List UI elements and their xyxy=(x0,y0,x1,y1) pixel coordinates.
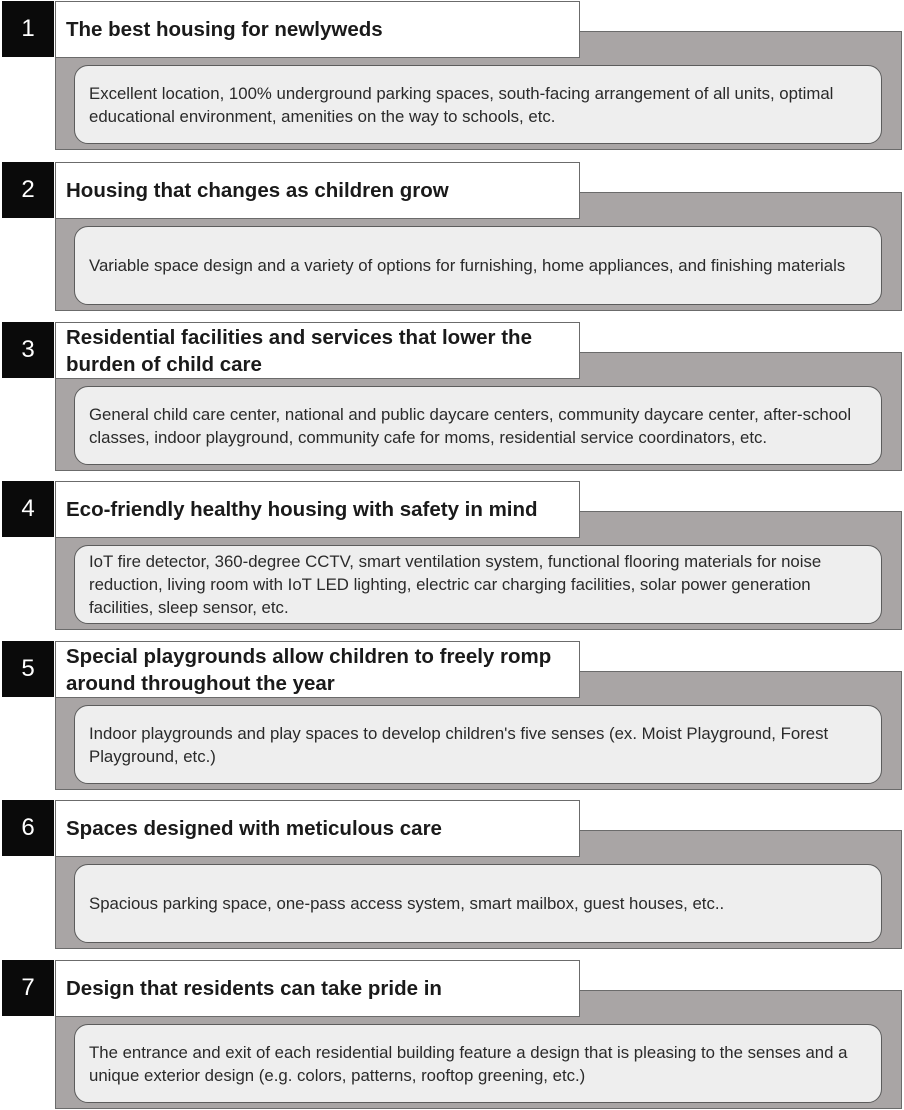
feature-number-5: 5 xyxy=(2,641,54,697)
feature-title-4: Eco-friendly healthy housing with safety in mind xyxy=(55,481,580,538)
feature-title-1: The best housing for newlyweds xyxy=(55,1,580,58)
feature-title-7: Design that residents can take pride in xyxy=(55,960,580,1017)
feature-title-5: Special playgrounds allow children to freely romp around throughout the year xyxy=(55,641,580,698)
feature-number-4: 4 xyxy=(2,481,54,537)
feature-number-2: 2 xyxy=(2,162,54,218)
feature-description-3: General child care center, national and public daycare centers, community daycare center, after-school classes, indoor playground, community cafe for moms, residential service coordinators, etc. xyxy=(74,386,882,465)
feature-description-4: IoT fire detector, 360-degree CCTV, smart ventilation system, functional flooring materials for noise reduction, living room with IoT LED lighting, electric car charging facilities, solar power generation facilities, sleep sensor, etc. xyxy=(74,545,882,624)
feature-title-6: Spaces designed with meticulous care xyxy=(55,800,580,857)
feature-description-7: The entrance and exit of each residential building feature a design that is pleasing to the senses and a unique exterior design (e.g. colors, patterns, rooftop greening, etc.) xyxy=(74,1024,882,1103)
feature-number-6: 6 xyxy=(2,800,54,856)
feature-description-5: Indoor playgrounds and play spaces to develop children's five senses (ex. Moist Playground, Forest Playground, etc.) xyxy=(74,705,882,784)
feature-title-3: Residential facilities and services that lower the burden of child care xyxy=(55,322,580,379)
feature-number-1: 1 xyxy=(2,1,54,57)
feature-description-1: Excellent location, 100% underground parking spaces, south-facing arrangement of all units, optimal educational environment, amenities on the way to schools, etc. xyxy=(74,65,882,144)
feature-description-2: Variable space design and a variety of options for furnishing, home appliances, and finishing materials xyxy=(74,226,882,305)
feature-title-2: Housing that changes as children grow xyxy=(55,162,580,219)
feature-number-7: 7 xyxy=(2,960,54,1016)
feature-number-3: 3 xyxy=(2,322,54,378)
feature-description-6: Spacious parking space, one-pass access system, smart mailbox, guest houses, etc.. xyxy=(74,864,882,943)
